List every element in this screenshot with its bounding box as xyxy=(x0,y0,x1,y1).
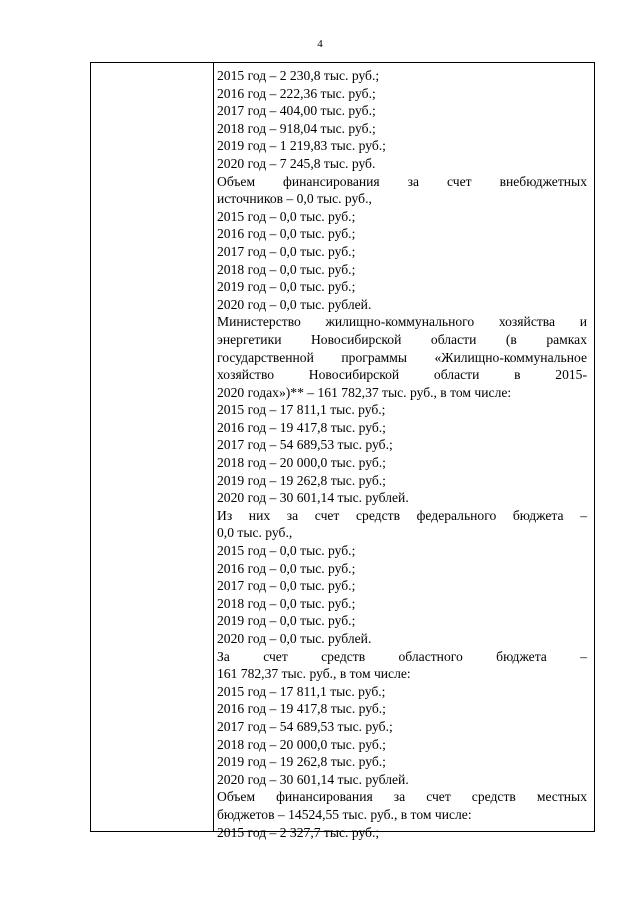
paragraph-line: 0,0 тыс. руб., xyxy=(217,525,293,541)
paragraph-line: 2020 годах»)** – 161 782,37 тыс. руб., в том числе: xyxy=(217,384,512,400)
funding-year-line: 2019 год – 1 219,83 тыс. руб.; xyxy=(217,138,386,154)
funding-year-line: 2018 год – 20 000,0 тыс. руб.; xyxy=(217,455,386,471)
paragraph-line: Объем финансирования за счет внебюджетных xyxy=(217,173,587,189)
page-number: 4 xyxy=(317,38,323,50)
funding-year-line: 2020 год – 30 601,14 тыс. рублей. xyxy=(217,771,409,787)
funding-year-line: 2020 год – 0,0 тыс. рублей. xyxy=(217,631,372,646)
funding-year-line: 2020 год – 30 601,14 тыс. рублей. xyxy=(217,490,409,506)
table-left-cell-empty xyxy=(91,63,213,831)
funding-year-line: 2017 год – 54 689,53 тыс. руб.; xyxy=(217,437,393,453)
funding-year-line: 2019 год – 19 262,8 тыс. руб.; xyxy=(217,754,386,770)
funding-year-line: 2019 год – 19 262,8 тыс. руб.; xyxy=(217,472,386,488)
funding-year-line: 2016 год – 19 417,8 тыс. руб.; xyxy=(217,701,386,717)
funding-year-line: 2019 год – 0,0 тыс. руб.; xyxy=(217,279,356,295)
paragraph-line: хозяйство Новосибирской области в 2015- xyxy=(217,367,587,383)
table-right-cell xyxy=(217,67,587,841)
funding-year-line: 2015 год – 2 230,8 тыс. руб.; xyxy=(217,68,380,83)
funding-year-line: 2017 год – 404,00 тыс. руб.; xyxy=(217,103,376,119)
funding-year-line: 2016 год – 0,0 тыс. руб.; xyxy=(217,560,356,576)
funding-year-line: 2018 год – 918,04 тыс. руб.; xyxy=(217,120,376,136)
funding-year-line: 2016 год – 222,36 тыс. руб.; xyxy=(217,85,376,101)
paragraph-line: источников – 0,0 тыс. руб., xyxy=(217,191,372,207)
column-divider xyxy=(213,63,214,831)
paragraph-line: За счет средств областного бюджета – xyxy=(217,648,587,664)
funding-year-line: 2017 год – 0,0 тыс. руб.; xyxy=(217,578,356,594)
paragraph-line: Объем финансирования за счет средств местных xyxy=(217,789,587,805)
funding-year-line: 2018 год – 0,0 тыс. руб.; xyxy=(217,595,356,611)
funding-year-line: 2019 год – 0,0 тыс. руб.; xyxy=(217,613,356,629)
funding-year-line: 2017 год – 0,0 тыс. руб.; xyxy=(217,243,356,259)
paragraph-line: государственной программы «Жилищно-коммунальное xyxy=(217,349,587,365)
paragraph-line: энергетики Новосибирской области (в рамках xyxy=(217,331,587,347)
funding-year-line: 2017 год – 54 689,53 тыс. руб.; xyxy=(217,718,393,734)
funding-year-line: 2016 год – 19 417,8 тыс. руб.; xyxy=(217,419,386,435)
funding-year-line: 2015 год – 0,0 тыс. руб.; xyxy=(217,208,356,224)
funding-year-line: 2020 год – 0,0 тыс. рублей. xyxy=(217,296,372,312)
funding-year-line: 2015 год – 2 327,7 тыс. руб.; xyxy=(217,824,380,840)
paragraph-line: Министерство жилищно-коммунального хозяйства и xyxy=(217,314,587,330)
funding-year-line: 2020 год – 7 245,8 тыс. руб. xyxy=(217,155,376,171)
funding-table xyxy=(90,62,595,840)
funding-year-line: 2018 год – 20 000,0 тыс. руб.; xyxy=(217,736,386,752)
paragraph-line: Из них за счет средств федерального бюджета – xyxy=(217,507,587,523)
paragraph-line: бюджетов – 14524,55 тыс. руб., в том числе: xyxy=(217,806,472,822)
funding-year-line: 2015 год – 17 811,1 тыс. руб.; xyxy=(217,402,386,418)
funding-year-line: 2016 год – 0,0 тыс. руб.; xyxy=(217,226,356,242)
funding-year-line: 2015 год – 17 811,1 тыс. руб.; xyxy=(217,683,386,699)
paragraph-line: 161 782,37 тыс. руб., в том числе: xyxy=(217,666,411,682)
funding-year-line: 2018 год – 0,0 тыс. руб.; xyxy=(217,261,356,277)
funding-year-line: 2015 год – 0,0 тыс. руб.; xyxy=(217,543,356,559)
